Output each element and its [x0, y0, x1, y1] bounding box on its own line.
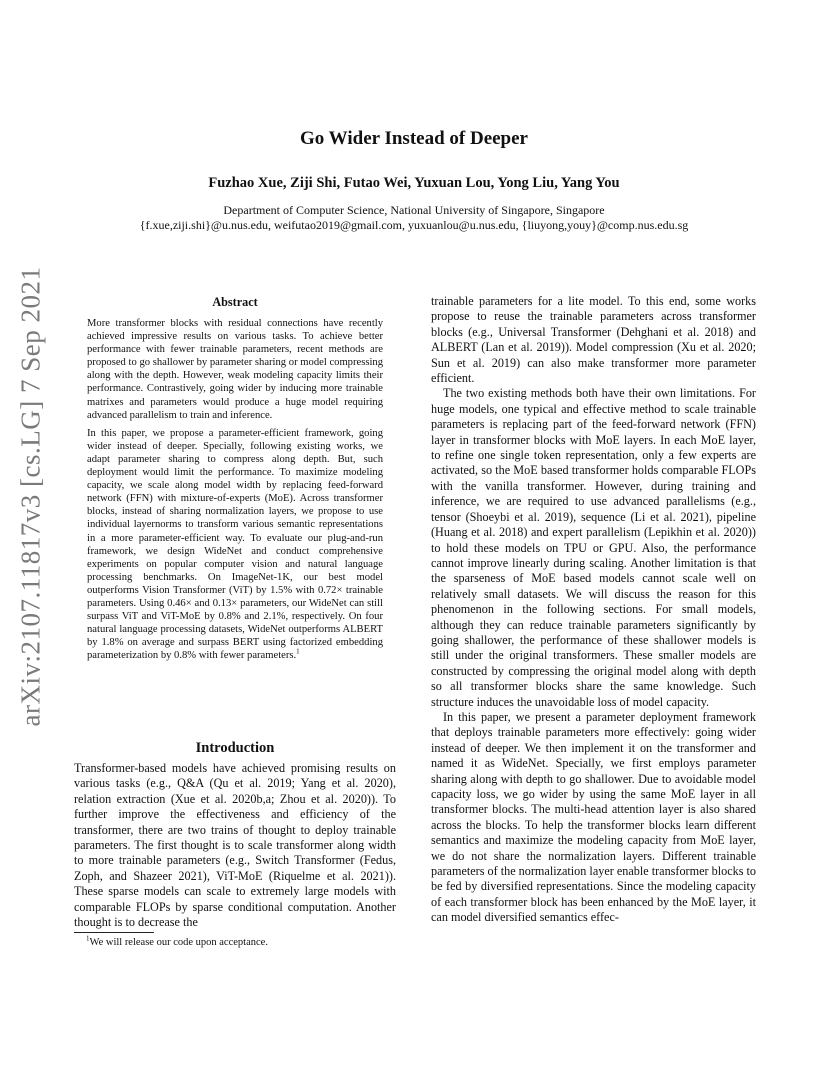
author-list: Fuzhao Xue, Ziji Shi, Futao Wei, Yuxuan Lou, Yong Liu, Yang You [208, 175, 620, 191]
right-column-paragraph-3: In this paper, we present a parameter deployment framework that deploys trainable parameters more effectively: going wider instead of deeper. We then implement it on the transformer and named it as WideNet. Specially, we first employs parameter sharing along with depth to go shallower. Due to avoidable model capacity loss, we go wider by using the same MoE layer in all transformer blocks. The multi-head attention layer is also shared across the blocks. To help the transformer blocks learn different semantics and maximize the modeling capacity from MoE layer, we do not share the normalization layers. Different trainable parameters of the normalization layer enable transformer blocks to be fed by diversified representations. Since the modeling capacity of each transformer block has been enhanced by the MoE layer, it can model diversified semantics effec- [431, 709, 756, 925]
paper-title: Go Wider Instead of Deeper [300, 128, 528, 149]
introduction-paragraph-1: Transformer-based models have achieved promising results on various tasks (e.g., Q&A (Qu et al. 2019; Yang et al. 2020), relation extraction (Xue et al. 2020b,a; Zhou et al. 2020)). To further improve the effectiveness and efficiency of the transformer, there are two trains of thought to deploy trainable parameters. The first thought is to scale transformer along width to more trainable parameters (e.g., Switch Transformer (Fedus, Zoph, and Shazeer 2021), ViT-MoE (Riquelme et al. 2021)). These sparse models can scale to extremely large models with comparable FLOPs by sparse conditional computation. Another thought is to decrease the [74, 761, 396, 930]
arxiv-identifier-margin [8, 266, 54, 726]
abstract-paragraph-1: More transformer blocks with residual connections have recently achieved impressive results on various tasks. To achieve better performance with fewer trainable parameters, recent methods are proposed to go shallower by parameter sharing or model compressing along with the depth. However, weak modeling capacity limits their performance. Contrastively, going wider by inducing more trainable matrixes and parameters would produce a huge model requiring advanced parallelism to train and inference. [87, 318, 383, 421]
right-column-paragraph-1: trainable parameters for a lite model. To this end, some works propose to reuse the trainable parameters across transformer blocks (e.g., Universal Transformer (Dehghani et al. 2018) and ALBERT (Lan et al. 2019)). Model compression (Xu et al. 2020; Sun et al. 2019) can also make transformer more parameter efficient. [431, 294, 756, 386]
abstract-paragraph-2-text: In this paper, we propose a parameter-efficient framework, going wider instead of deeper. Specially, following existing works, we adapt parameter sharing to compress along depth. But, such deployment would limit the performance. To maximize modeling capacity, we scale along model width by replacing feed-forward network (FFN) with mixture-of-experts (MoE). Across transformer blocks, instead of sharing normalization layers, we propose to use individual layernorms to transform various semantic representations in a more parameter-efficient way. To evaluate our plug-and-run framework, we design WideNet and conduct comprehensive experiments on popular computer vision and natural language processing benchmarks. On ImageNet-1K, our best model outperforms Vision Transformer (ViT) by 1.5% with 0.72× trainable parameters. Using 0.46× and 0.13× parameters, our WideNet can still surpass ViT and ViT-MoE by 0.8% and 2.1%, respectively. On four natural language processing datasets, WideNet outperforms ALBERT by 1.8% on average and surpass BERT using factorized embedding parameterization by 0.8% with fewer parameters. [87, 427, 383, 662]
abstract-heading: Abstract [212, 295, 258, 309]
abstract-section [87, 295, 383, 667]
introduction-heading: Introduction [195, 740, 275, 756]
footnote-text: We will release our code upon acceptance. [89, 937, 268, 948]
affiliation-block [0, 203, 828, 233]
right-column-text [431, 294, 756, 926]
affiliation: Department of Computer Science, National University of Singapore, Singapore [223, 203, 605, 217]
footnote [86, 936, 406, 949]
introduction-section [74, 740, 396, 930]
right-column-paragraph-2: The two existing methods both have their own limitations. For huge models, one typical and effective method to scale trainable parameters is replacing part of the feed-forward network (FFN) layer in transformer blocks with MoE layers. In each MoE layer, to refine one single token representation, only a few experts are activated, so the MoE based transformer holds comparable FLOPs with the vanilla transformer. However, during training and inference, we are required to use advanced parallelisms (e.g., tensor (Shoeybi et al. 2019), sequence (Li et al. 2021), pipeline (Huang et al. 2018) and expert parallelism (Lepikhin et al. 2020)) to hold these models on TPU or GPU. Also, the performance cannot improve linearly during scaling. Another limitation is that the sparseness of MoE based models cannot scale well on relatively small datasets. We will discuss the reason for this phenomenon in the following sections. For small models, although they can reduce trainable parameters significantly by going shallower, the performance of these shallower models is still under the original transformers. These smaller models are constructed by compressing the original model along with depth so all transformer blocks share the same knowledge. Such structure induces the unavoidable loss of model capacity. [431, 386, 756, 709]
footnote-divider [74, 932, 154, 933]
arxiv-identifier-text: arXiv:2107.11817v3 [cs.LG] 7 Sep 2021 [15, 266, 46, 726]
footnote-reference[interactable]: 1 [296, 647, 300, 656]
footnote-mark: 1 [86, 934, 90, 943]
abstract-paragraph-2 [87, 427, 383, 663]
author-emails: {f.xue,ziji.shi}@u.nus.edu, weifutao2019@gmail.com, yuxuanlou@u.nus.edu, {liuyong,youy}@comp.nus.edu.sg [139, 218, 689, 232]
